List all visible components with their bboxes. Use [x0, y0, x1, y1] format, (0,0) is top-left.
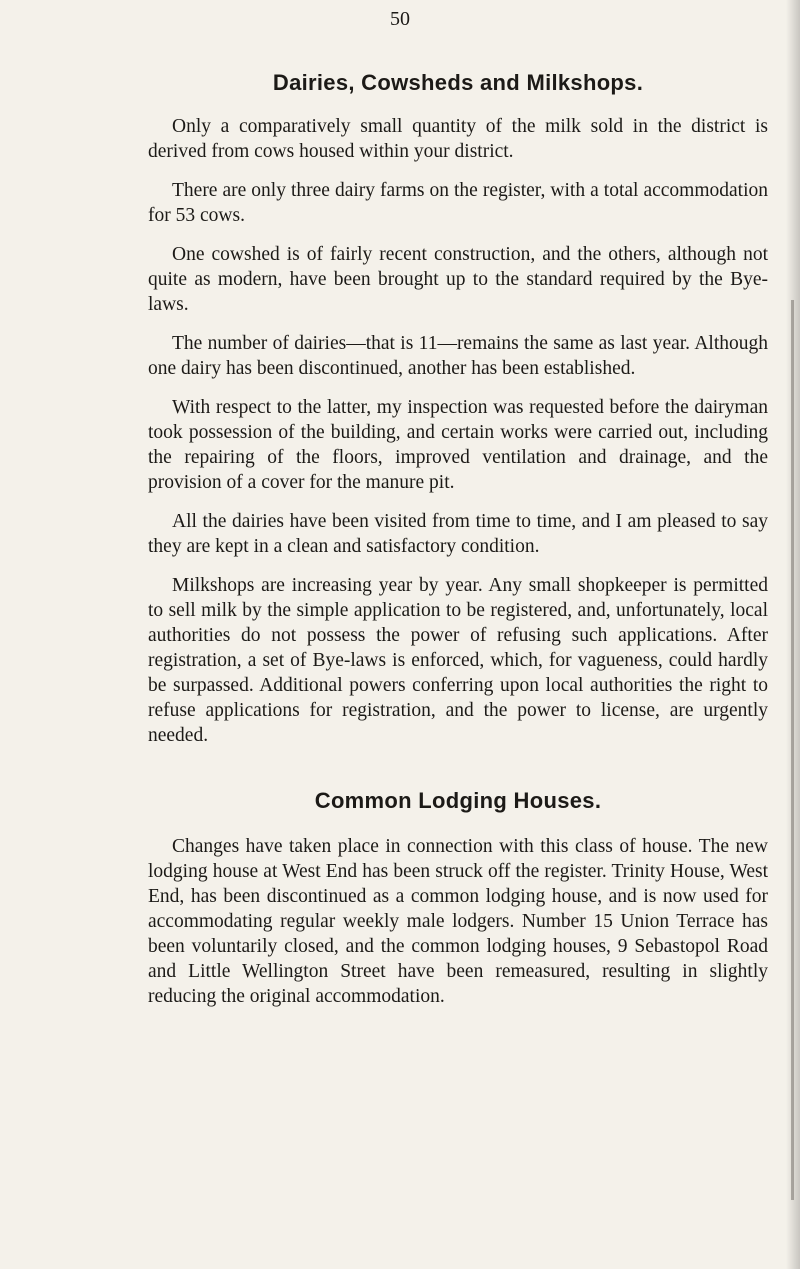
page-edge-mark	[791, 300, 794, 1200]
paragraph: Milkshops are increasing year by year. Any small shopkeeper is permitted to sell milk by the simple application to be registered, and, unfortunately, local authorities do not possess the power of refusing such applications. After registration, a set of Bye-laws is enforced, which, for vagueness, could hardly be surpassed. Additional powers conferring upon local authorities the right to refuse applications for registration, and the power to license, are urgently needed.	[148, 575, 768, 746]
paragraph: One cowshed is of fairly recent construction, and the others, although not quite as modern, have been brought up to the standard required by the Bye-laws.	[148, 244, 768, 315]
paragraph: With respect to the latter, my inspection was requested before the dairyman took possession of the building, and certain works were carried out, including the repairing of the floors, improved ventilation and drainage, and the provision of a cover for the manure pit.	[148, 397, 768, 493]
paragraph: There are only three dairy farms on the register, with a total accommodation for 53 cows.	[148, 180, 768, 226]
section-dairies	[148, 70, 768, 748]
page-number: 50	[390, 8, 410, 30]
section-common-lodging-houses	[148, 788, 768, 1009]
paragraph: Changes have taken place in connection with this class of house. The new lodging house at West End has been struck off the register. Trinity House, West End, has been discontinued as a common lodging house, and is now used for accommodating regular weekly male lodgers. Number 15 Union Terrace has been voluntarily closed, and the common lodging houses, 9 Sebastopol Road and Little Wellington Street have been remeasured, resulting in slightly reducing the original accommodation.	[148, 836, 768, 1007]
section-heading: Common Lodging Houses.	[314, 788, 602, 813]
page-content	[148, 70, 768, 1023]
section-heading: Dairies, Cowsheds and Milkshops.	[272, 70, 644, 95]
paragraph: All the dairies have been visited from time to time, and I am pleased to say they are kept in a clean and satisfactory condition.	[148, 511, 768, 557]
paragraph: Only a comparatively small quantity of the milk sold in the district is derived from cows housed within your district.	[148, 116, 768, 162]
paragraph: The number of dairies—that is 11—remains the same as last year. Although one dairy has been discontinued, another has been established.	[148, 333, 768, 379]
